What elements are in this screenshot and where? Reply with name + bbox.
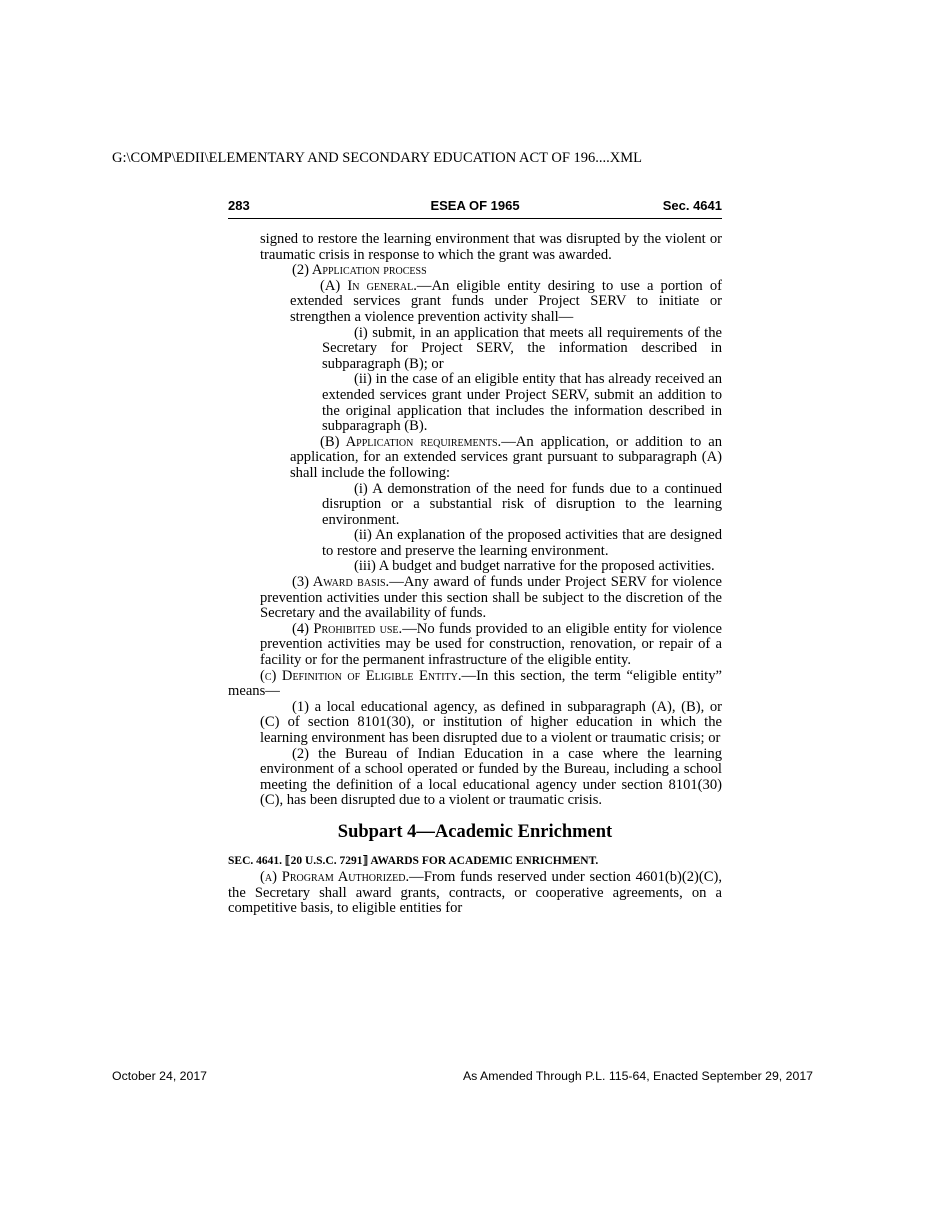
section-heading: SEC. 4641. ⟦20 U.S.C. 7291⟧ AWARDS FOR ACADEMIC ENRICHMENT.	[228, 854, 599, 867]
paragraph-lead: (c) Definition of Eligible Entity.	[260, 667, 462, 684]
paragraph: (ii) An explanation of the proposed activities that are designed to restore and preserve the learning environment.	[322, 527, 722, 559]
paragraph: (2) the Bureau of Indian Education in a case where the learning environment of a school operated or funded by the Bureau, including a school meeting the definition of a local educational agency under section 8101(30)(C), has been disrupted due to a violent or traumatic crisis.	[260, 745, 722, 809]
paragraph-text: —Any award of funds under Project SERV for violence prevention activities under this section shall be subject to the discretion of the Secretary and the availability of funds.	[260, 574, 722, 622]
paragraph	[228, 870, 722, 917]
file-path: G:\COMP\EDII\ELEMENTARY AND SECONDARY EDUCATION ACT OF 196....XML	[112, 150, 642, 166]
paragraph-heading	[260, 263, 722, 279]
paragraph	[260, 622, 722, 669]
paragraph-text: —An application, or addition to an application, for an extended services grant pursuant to subparagraph (A) shall include the following:	[290, 433, 722, 481]
paragraph-lead: (3) Award basis.	[292, 574, 390, 591]
paragraph	[228, 669, 722, 700]
paragraph: (i) A demonstration of the need for funds due to a continued disruption or a substantial risk of disruption to the learning environment.	[322, 480, 722, 528]
paragraph: (i) submit, in an application that meets all requirements of the Secretary for Project SERV, the information described in subparagraph (B); or	[322, 324, 722, 372]
page-number: 283	[228, 198, 250, 213]
paragraph	[290, 435, 722, 482]
paragraph: signed to restore the learning environment that was disrupted by the violent or traumatic crisis in response to which the grant was awarded.	[260, 231, 722, 263]
paragraph-lead: (A) In general.	[320, 277, 417, 294]
footer-date: October 24, 2017	[112, 1069, 208, 1083]
paragraph: (iii) A budget and budget narrative for the proposed activities.	[354, 558, 715, 575]
paragraph	[290, 279, 722, 326]
subpart-heading: Subpart 4—Academic Enrichment	[337, 821, 613, 842]
paragraph-text: —An eligible entity desiring to use a portion of extended services grant funds under Project SERV to initiate or strengthen a violence prevention activity shall—	[290, 277, 723, 325]
footer-amended: As Amended Through P.L. 115-64, Enacted September 29, 2017	[462, 1069, 813, 1083]
paragraph	[260, 575, 722, 622]
paragraph-text: —No funds provided to an eligible entity for violence prevention activities may be used for construction, renovation, or repair of a facility or for the permanent infrastructure of the eligible entity.	[260, 620, 722, 669]
section-number: Sec. 4641	[662, 198, 722, 213]
document-body	[228, 232, 722, 917]
page-header	[228, 198, 722, 219]
paragraph: (1) a local educational agency, as defined in subparagraph (A), (B), or (C) of section 8101(30), or institution of higher education in which the learning environment has been disrupted due to a violent or traumatic crisis; or	[260, 698, 722, 746]
paragraph-text: —From funds reserved under section 4601(b)(2)(C), the Secretary shall award grants, contracts, or cooperative agreements, on a competitive basis, to eligible entities for	[228, 868, 722, 917]
paragraph-lead: (B) Application requirements.	[320, 433, 502, 450]
paragraph-lead: (2) Application process	[292, 262, 427, 279]
paragraph-lead: (4) Prohibited use.	[292, 620, 403, 637]
paragraph: (ii) in the case of an eligible entity that has already received an extended services grant under Project SERV, submit an addition to the original application that includes the information described in subparagraph (B).	[322, 371, 722, 435]
paragraph-text: —In this section, the term “eligible entity” means—	[228, 667, 722, 700]
running-head: ESEA OF 1965	[430, 198, 520, 213]
paragraph-lead: (a) Program Authorized.	[260, 868, 410, 885]
